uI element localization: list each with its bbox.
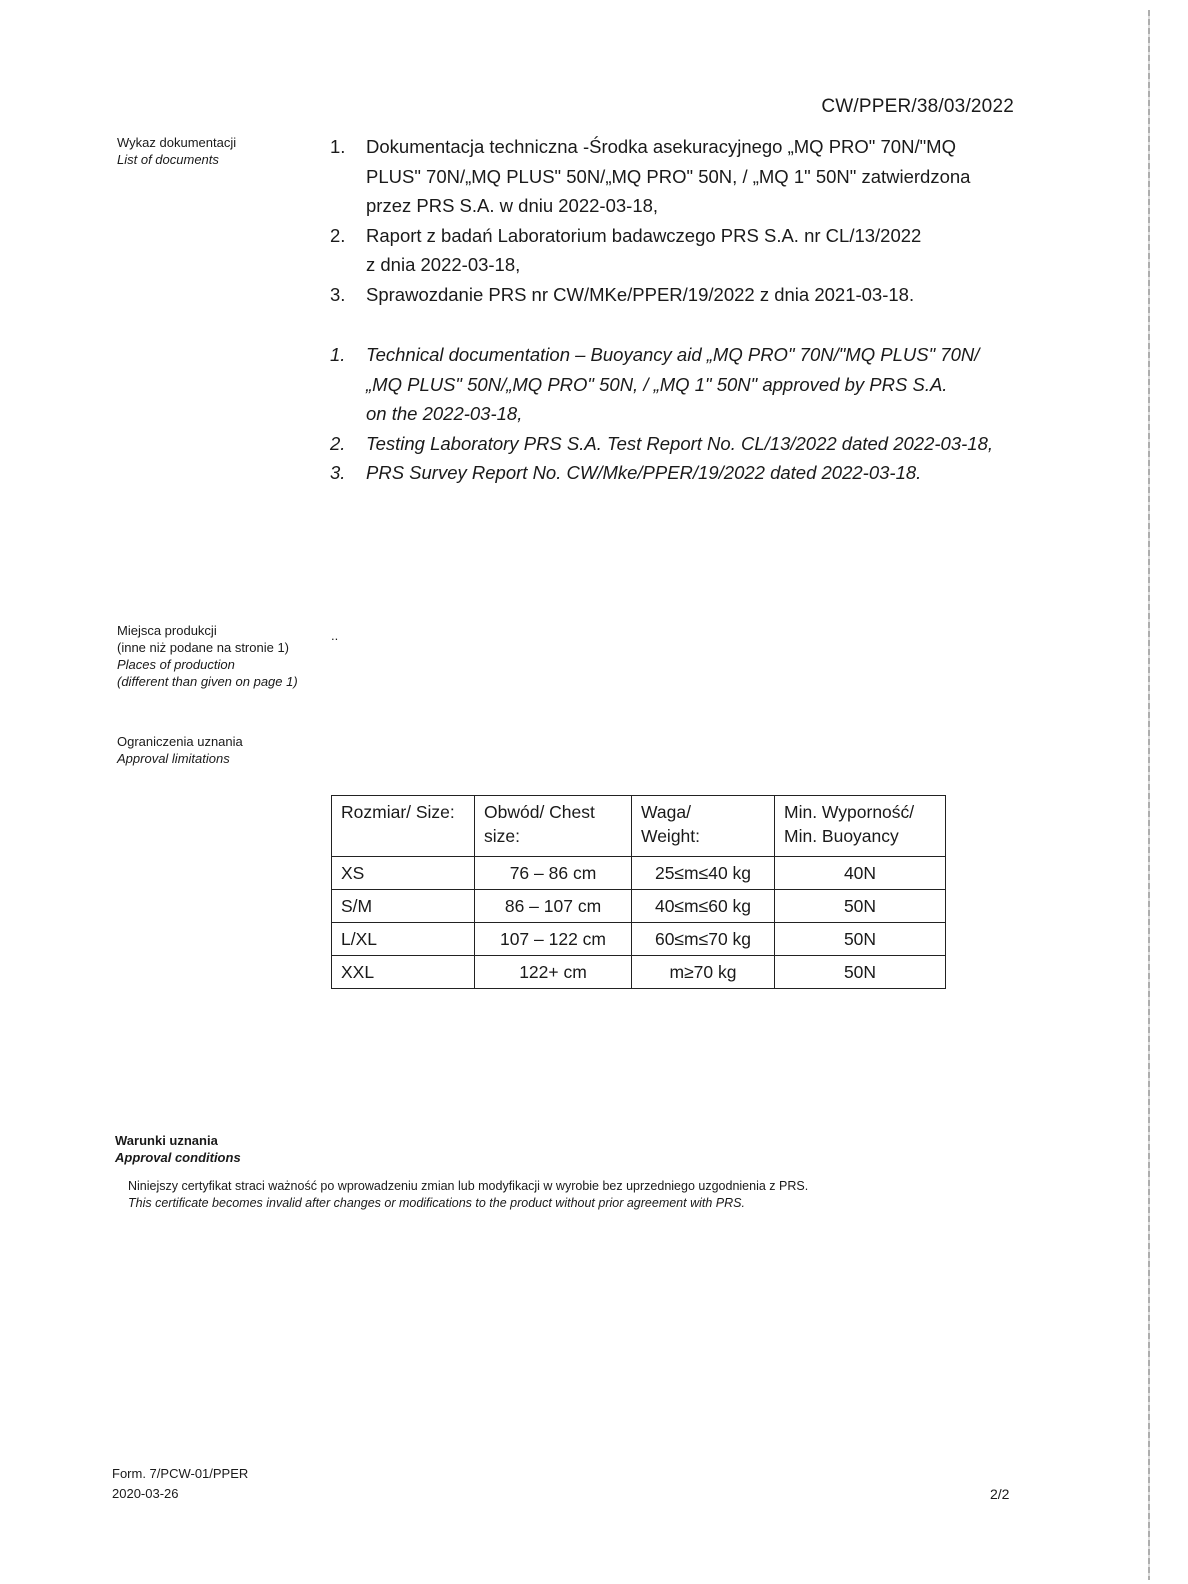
document-item-number: 3. xyxy=(330,462,346,483)
document-item-line: Technical documentation – Buoyancy aid „MQ PRO" 70N/"MQ PLUS" 70N/ xyxy=(366,344,980,365)
conditions-label xyxy=(115,1132,241,1166)
header-chest xyxy=(475,796,632,857)
cell-size: XXL xyxy=(332,956,475,989)
cell-buoyancy: 50N xyxy=(775,956,946,989)
document-item-line: Testing Laboratory PRS S.A. Test Report No. CL/13/2022 dated 2022-03-18, xyxy=(366,432,993,454)
documents-label-pl: Wykaz dokumentacji xyxy=(117,135,237,150)
header-weight-line1: Waga/ xyxy=(641,802,691,822)
size-table-header-row xyxy=(332,796,946,857)
production-value: .. xyxy=(331,628,339,643)
header-chest-line1: Obwód/ Chest xyxy=(484,802,595,822)
document-item-number: 1. xyxy=(330,344,346,365)
footer-form-info xyxy=(112,1464,248,1504)
limitations-label xyxy=(117,733,243,767)
document-item-line: Dokumentacja techniczna -Środka asekuracyjnego „MQ PRO" 70N/"MQ xyxy=(366,136,956,157)
page-number: 2/2 xyxy=(990,1486,1010,1502)
document-item-line: PRS Survey Report No. CW/Mke/PPER/19/2022 dated 2022-03-18. xyxy=(366,462,922,483)
header-weight-line2: Weight: xyxy=(641,826,701,846)
document-item-line: on the 2022-03-18, xyxy=(366,403,523,424)
cell-buoyancy: 50N xyxy=(775,923,946,956)
documents-list-en xyxy=(330,340,1030,488)
cell-chest: 86 – 107 cm xyxy=(475,890,632,923)
production-label-pl-1: Miejsca produkcji xyxy=(117,623,217,638)
cell-chest: 107 – 122 cm xyxy=(475,923,632,956)
certificate-reference: CW/PPER/38/03/2022 xyxy=(821,96,1014,117)
limitations-label-pl: Ograniczenia uznania xyxy=(117,734,243,749)
cell-size: L/XL xyxy=(332,923,475,956)
header-buoyancy xyxy=(775,796,946,857)
document-item xyxy=(330,340,1030,429)
conditions-text-en: This certificate becomes invalid after changes or modifications to the product without prior agreement with PRS. xyxy=(128,1196,745,1210)
footer-form-number: Form. 7/PCW-01/PPER xyxy=(112,1466,249,1481)
header-buoyancy-line1: Min. Wyporność/ xyxy=(784,802,915,822)
header-chest-line2: size: xyxy=(484,826,520,846)
production-label-en-2: (different than given on page 1) xyxy=(117,674,298,689)
document-item-line: przez PRS S.A. w dniu 2022-03-18, xyxy=(366,195,659,216)
document-item-line: Sprawozdanie PRS nr CW/MKe/PPER/19/2022 z dnia 2021-03-18. xyxy=(366,283,915,305)
header-size xyxy=(332,796,475,857)
table-row xyxy=(332,890,946,923)
table-row xyxy=(332,956,946,989)
document-item-line: Raport z badań Laboratorium badawczego PRS S.A. nr CL/13/2022 xyxy=(366,224,922,246)
conditions-label-en: Approval conditions xyxy=(115,1150,241,1165)
cell-chest: 76 – 86 cm xyxy=(475,857,632,890)
cell-buoyancy: 50N xyxy=(775,890,946,923)
document-item-line: z dnia 2022-03-18, xyxy=(366,254,521,275)
document-item xyxy=(330,429,1030,459)
document-item-line: PLUS" 70N/„MQ PLUS" 50N/„MQ PRO" 50N, / „MQ 1" 50N" zatwierdzona xyxy=(366,165,971,187)
documents-label-en: List of documents xyxy=(117,152,219,167)
table-row xyxy=(332,857,946,890)
production-label-en-1: Places of production xyxy=(117,657,235,672)
documents-label xyxy=(117,134,236,168)
header-buoyancy-line2: Min. Buoyancy xyxy=(784,826,899,846)
document-item-number: 2. xyxy=(330,432,346,454)
footer-form-date: 2020-03-26 xyxy=(112,1486,179,1501)
document-item xyxy=(330,280,1030,310)
document-item-number: 1. xyxy=(330,136,346,157)
conditions-text xyxy=(128,1178,808,1212)
document-item xyxy=(330,132,1030,221)
document-item xyxy=(330,221,1030,280)
cell-size: S/M xyxy=(332,890,475,923)
cell-size: XS xyxy=(332,857,475,890)
production-label xyxy=(117,622,298,690)
document-item-number: 2. xyxy=(330,224,346,246)
scan-edge-line xyxy=(1148,10,1150,1580)
limitations-label-en: Approval limitations xyxy=(117,751,230,766)
table-row xyxy=(332,923,946,956)
header-size-line1: Rozmiar/ Size: xyxy=(341,802,455,822)
cell-weight: 25≤m≤40 kg xyxy=(632,857,775,890)
conditions-text-pl: Niniejszy certyfikat straci ważność po wprowadzeniu zmian lub modyfikacji w wyrobie bez uprzedniego uzgodnienia z PRS. xyxy=(128,1179,809,1193)
cell-weight: m≥70 kg xyxy=(632,956,775,989)
cell-chest: 122+ cm xyxy=(475,956,632,989)
document-item-line: „MQ PLUS" 50N/„MQ PRO" 50N, / „MQ 1" 50N" approved by PRS S.A. xyxy=(366,373,948,395)
cell-weight: 60≤m≤70 kg xyxy=(632,923,775,956)
document-item xyxy=(330,458,1030,488)
header-weight xyxy=(632,796,775,857)
cell-weight: 40≤m≤60 kg xyxy=(632,890,775,923)
document-item-number: 3. xyxy=(330,283,346,305)
cell-buoyancy: 40N xyxy=(775,857,946,890)
conditions-label-pl: Warunki uznania xyxy=(115,1133,218,1148)
size-table xyxy=(331,795,946,989)
production-label-pl-2: (inne niż podane na stronie 1) xyxy=(117,640,290,655)
documents-list-pl xyxy=(330,132,1030,309)
